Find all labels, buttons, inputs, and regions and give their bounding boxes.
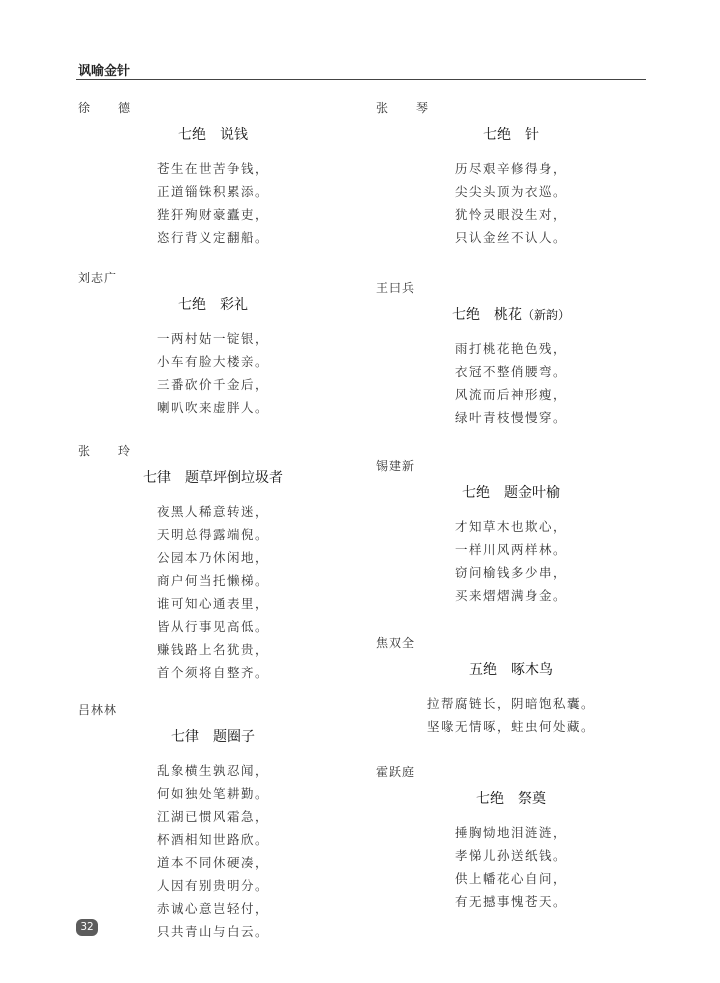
poem-author: 徐 德 [78, 101, 139, 115]
poem-line: 何如独处笔耕勤。 [156, 786, 269, 801]
poem [78, 270, 348, 419]
poem-title [78, 125, 348, 145]
poem-line: 人因有别贵明分。 [156, 878, 269, 893]
poem-line: 首个须将自整齐。 [156, 665, 269, 680]
poem-title-text: 题草坪倒垃圾者 [185, 470, 283, 486]
poem-line: 拉帮腐链长，阴暗饱私囊。 [426, 696, 595, 711]
poem-author: 焦双全 [376, 636, 416, 650]
poem [376, 100, 646, 249]
poem-line: 供上幡花心自问， [454, 871, 567, 886]
poem-line: 江湖已惯风霜急， [156, 809, 269, 824]
poem-title [376, 660, 646, 680]
poem-form: 五绝 [469, 662, 497, 678]
poem [78, 702, 348, 943]
poem-line: 公园本乃休闲地， [156, 550, 269, 565]
poem-lines [376, 515, 646, 607]
poem-title-text: 彩礼 [220, 297, 248, 313]
poem-lines [78, 157, 348, 249]
poem-author: 霍跃庭 [376, 765, 416, 779]
poem-title-text: 针 [525, 127, 539, 143]
poem-title-text: 啄木鸟 [511, 662, 553, 678]
page-number-badge: 32 [76, 919, 98, 936]
poem-line: 皆从行事见高低。 [156, 619, 269, 634]
poem-title [78, 727, 348, 747]
poem-line: 赚钱路上名犹贵， [156, 642, 269, 657]
poem-line: 正道锱铢积累添。 [156, 184, 269, 199]
poem-line: 一样川风两样林。 [454, 542, 567, 557]
poem-line: 只认金丝不认人。 [454, 230, 567, 245]
poem-line: 历尽艰辛修得身， [454, 161, 567, 176]
poem-line: 小车有脸大楼亲。 [156, 354, 269, 369]
poem-title-text: 题圈子 [213, 729, 255, 745]
poem-form: 七绝 [483, 127, 511, 143]
right-column [376, 100, 646, 913]
poem-line: 尖尖头顶为衣巡。 [454, 184, 567, 199]
poem-title [78, 468, 348, 488]
poem-line: 一两村姑一锭银， [156, 331, 269, 346]
poem-line: 谁可知心通表里， [156, 596, 269, 611]
poem-line: 狴犴殉财豪蠹吏， [156, 207, 269, 222]
poem [78, 100, 348, 249]
poem-line: 坚喙无情啄，蛀虫何处藏。 [426, 719, 595, 734]
poem-form: 七律 [143, 470, 171, 486]
poem-line: 捶胸恸地泪涟涟， [454, 825, 567, 840]
poem-author: 张 玲 [78, 444, 139, 458]
poem-line: 恣行背义定翻船。 [156, 230, 269, 245]
poem [78, 443, 348, 684]
poem-line: 孝悌儿孙送纸钱。 [454, 848, 567, 863]
poem-line: 才知草木也欺心， [454, 519, 567, 534]
poem-lines [376, 821, 646, 913]
running-header-title: 讽喻金针 [78, 64, 131, 79]
poem-form: 七绝 [476, 791, 504, 807]
poem-author: 锡建新 [376, 459, 416, 473]
poem-line: 苍生在世苦争钱， [156, 161, 269, 176]
poem-author: 张 琴 [376, 101, 437, 115]
poem-line: 只共青山与白云。 [156, 924, 269, 939]
poem-title-text: 祭奠 [518, 791, 546, 807]
poem-title-text: 说钱 [220, 127, 248, 143]
poem-title [376, 305, 646, 325]
poem [376, 280, 646, 429]
left-column [78, 100, 348, 943]
poem-form: 七绝 [451, 307, 480, 323]
poem-lines [78, 759, 348, 943]
poem-form: 七绝 [462, 485, 490, 501]
poem-line: 衣冠不整俏腰弯。 [454, 364, 567, 379]
poem-lines [376, 157, 646, 249]
poem [376, 458, 646, 607]
poem-lines [78, 500, 348, 684]
poem-lines [78, 327, 348, 419]
poem-line: 买来熠熠满身金。 [454, 588, 567, 603]
poem-author: 刘志广 [78, 271, 118, 285]
poem-line: 绿叶青枝慢慢穿。 [454, 410, 567, 425]
poem-line: 雨打桃花艳色残， [454, 341, 567, 356]
poem-line: 乱象横生孰忍闻， [156, 763, 269, 778]
poem [376, 635, 646, 738]
poem-line: 商户何当托懒梯。 [156, 573, 269, 588]
poem-line: 喇叭吹来虚胖人。 [156, 400, 269, 415]
poem-title-text: 题金叶榆 [504, 485, 560, 501]
poem-title [78, 295, 348, 315]
header-rule [76, 79, 646, 80]
poem-title [376, 789, 646, 809]
poem-line: 犹怜灵眼没生对， [454, 207, 567, 222]
poem-line: 天明总得露端倪。 [156, 527, 269, 542]
poem-line: 夜黑人稀意转迷， [156, 504, 269, 519]
poem-line: 杯酒相知世路欣。 [156, 832, 269, 847]
poem [376, 764, 646, 913]
poem-form: 七绝 [178, 297, 206, 313]
poem-author: 吕林林 [78, 703, 118, 717]
poem-line: 有无撼事愧苍天。 [454, 894, 567, 909]
poem-line: 三番砍价千金后， [156, 377, 269, 392]
poem-lines [376, 692, 646, 738]
poem-form: 七绝 [178, 127, 206, 143]
poem-form: 七律 [171, 729, 199, 745]
poem-author: 王曰兵 [376, 281, 416, 295]
poem-line: 风流而后神形瘦， [454, 387, 567, 402]
poem-title-note: （新韵） [521, 308, 570, 322]
poem-lines [376, 337, 646, 429]
poem-title [376, 125, 646, 145]
poem-line: 窃问榆钱多少串， [454, 565, 567, 580]
poem-line: 赤诚心意岂轻付， [156, 901, 269, 916]
poem-line: 道本不同休硬凑， [156, 855, 269, 870]
poem-title-text: 桃花 [493, 307, 522, 323]
poem-title [376, 483, 646, 503]
